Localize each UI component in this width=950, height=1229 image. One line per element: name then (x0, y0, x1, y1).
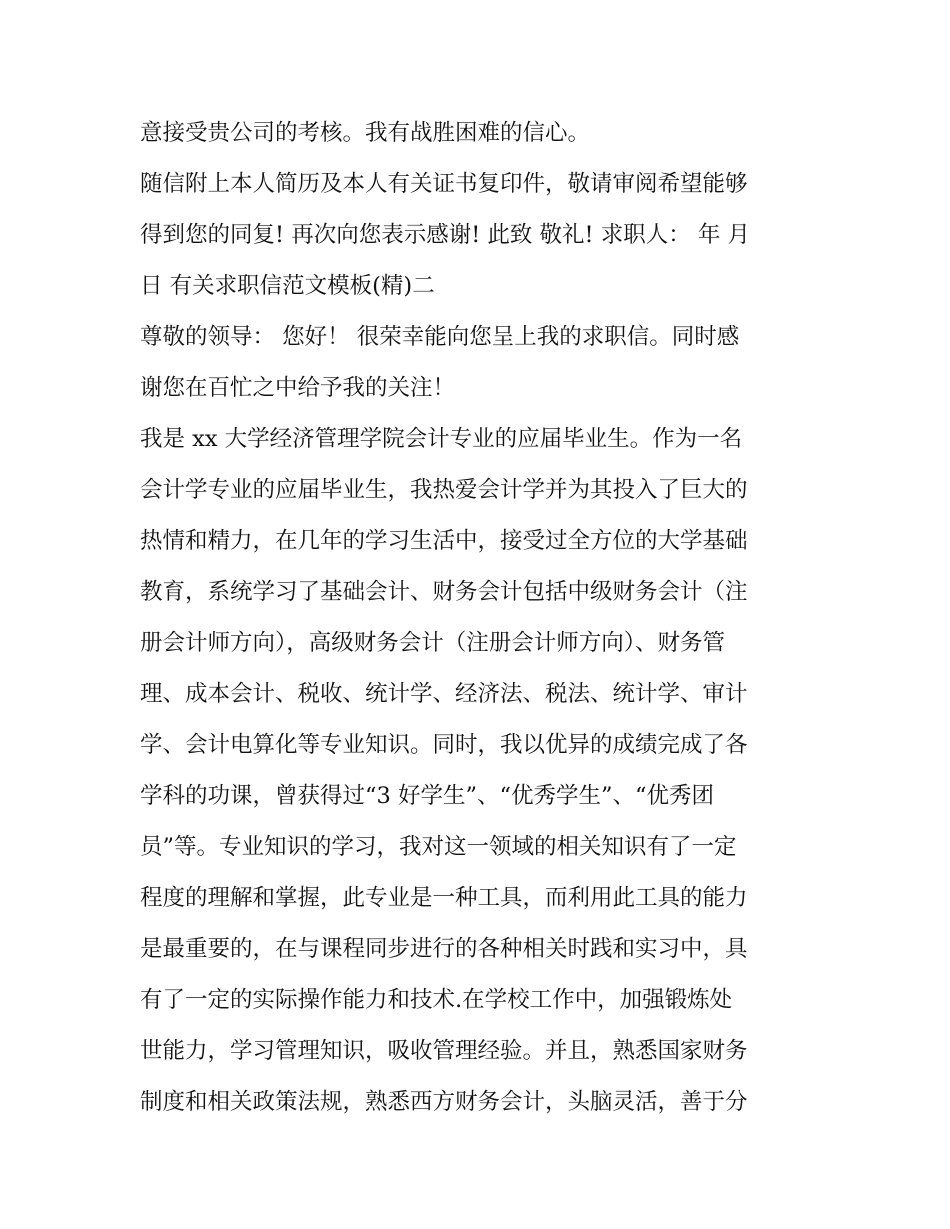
letter-body (140, 108, 820, 1128)
text-line: 理、成本会计、税收、统计学、经济法、税法、统计学、审计 (140, 681, 748, 707)
text-line: 学科的功课，曾获得过“3 好学生”、“优秀学生”、“优秀团 (140, 783, 714, 809)
text-line: 学、会计电算化等专业知识。同时，我以优异的成绩完成了各 (140, 732, 748, 758)
text-line: 会计学专业的应届毕业生，我热爱会计学并为其投入了巨大的 (140, 477, 748, 503)
text-line: 日 有关求职信范文模板(精)二 (140, 273, 435, 299)
text-line: 教育，系统学习了基础会计、财务会计包括中级财务会计（注 (140, 579, 748, 605)
text-line: 谢您在百忙之中给予我的关注！ (140, 375, 456, 401)
text-line: 得到您的同复! 再次向您表示感谢! 此致 敬礼! 求职人： 年 月 (140, 222, 751, 248)
text-line: 世能力，学习管理知识，吸收管理经验。并且，熟悉国家财务 (140, 1038, 748, 1064)
text-line: 程度的理解和掌握，此专业是一种工具，而利用此工具的能力 (140, 885, 748, 911)
text-line: 员”等。专业知识的学习，我对这一领域的相关知识有了一定 (140, 834, 737, 860)
text-line: 热情和精力，在几年的学习生活中，接受过全方位的大学基础 (140, 528, 748, 554)
text-line: 制度和相关政策法规，熟悉西方财务会计，头脑灵活，善于分 (140, 1089, 748, 1115)
text-line: 册会计师方向），高级财务会计（注册会计师方向）、财务管 (140, 630, 726, 656)
text-line: 我是 xx 大学经济管理学院会计专业的应届毕业生。作为一名 (140, 426, 743, 452)
text-line: 是最重要的，在与课程同步进行的各种相关时践和实习中，具 (140, 936, 748, 962)
text-line: 意接受贵公司的考核。我有战胜困难的信心。 (140, 120, 591, 146)
text-line: 尊敬的领导： 您好！ 很荣幸能向您呈上我的求职信。同时感 (140, 324, 740, 350)
text-line: 随信附上本人简历及本人有关证书复印件，敬请审阅希望能够 (140, 171, 748, 197)
text-line: 有了一定的实际操作能力和技术.在学校工作中，加强锻炼处 (140, 987, 733, 1013)
